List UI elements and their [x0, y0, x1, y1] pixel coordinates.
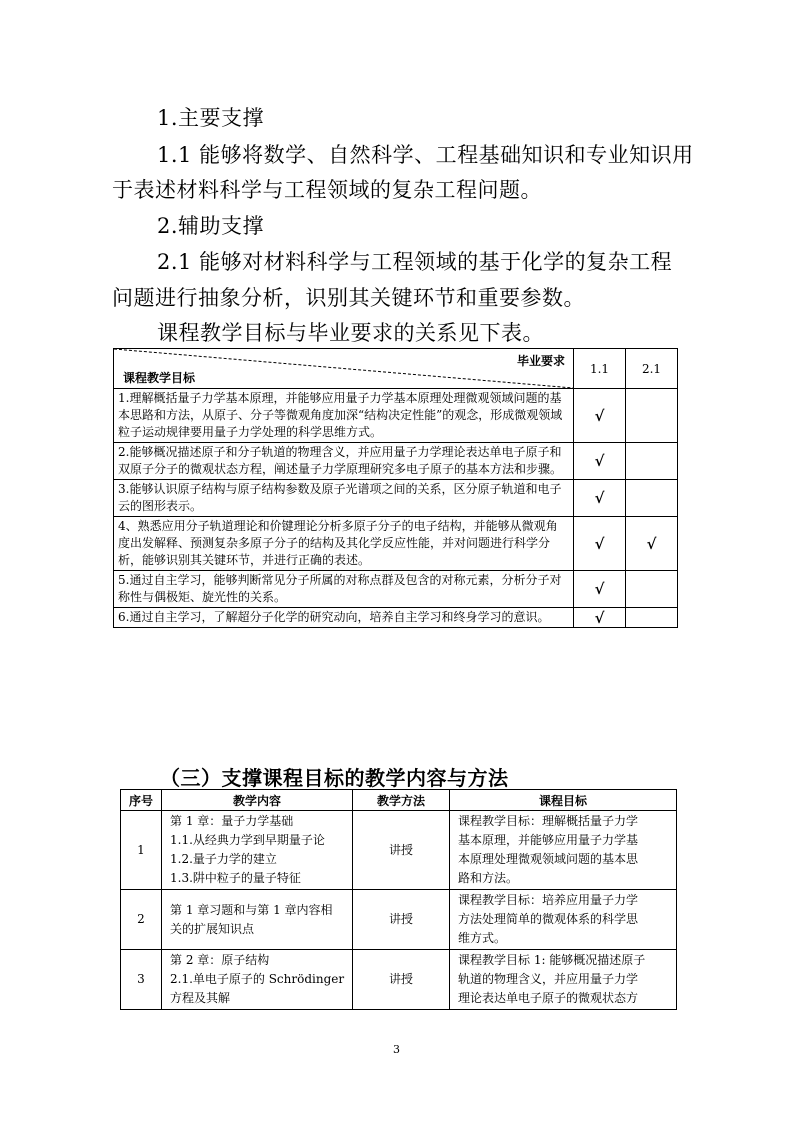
check-mark: √	[574, 389, 626, 443]
check-mark: √	[574, 571, 626, 608]
header-number: 序号	[121, 790, 162, 811]
content-line: 方程及其解	[170, 991, 231, 1005]
check-mark	[626, 443, 678, 480]
paragraph-aux-support: 2.辅助支撑	[157, 214, 265, 238]
table-row	[114, 517, 678, 571]
row-objective	[450, 811, 677, 890]
row-number: 2	[121, 890, 162, 950]
row-objective	[450, 950, 677, 1010]
objective-line: 路和方法。	[458, 871, 519, 885]
objective-text: 4、熟悉应用分子轨道理论和价键理论分析多原子分子的电子结构，并能够从微观角度出发解释、预测复杂多原子分子的结构及其化学反应性能，并对问题进行科学分析，能够识别其关键环节，并进行正确的表述。	[114, 517, 574, 571]
objective-text: 6.通过自主学习，了解超分子化学的研究动向，培养自主学习和终身学习的意识。	[114, 608, 574, 628]
check-mark: √	[574, 517, 626, 571]
table-row	[121, 890, 677, 950]
objective-line: 课程教学目标 1: 能够概况描述原子	[458, 953, 646, 967]
header-graduation-requirement: 毕业要求	[516, 354, 565, 368]
row-method: 讲授	[353, 811, 450, 890]
page-number: 3	[393, 1043, 400, 1056]
table-row	[114, 608, 678, 628]
check-mark	[626, 389, 678, 443]
objective-line: 方法处理简单的微观体系的科学思	[458, 912, 639, 926]
table-row	[114, 389, 678, 443]
table-row	[114, 480, 678, 517]
paragraph-1-1-line2: 于表述材料科学与工程领域的复杂工程问题。	[112, 178, 542, 202]
row-number: 1	[121, 811, 162, 890]
row-number: 3	[121, 950, 162, 1010]
header-col-1-1: 1.1	[574, 349, 626, 389]
check-mark	[626, 480, 678, 517]
objective-line: 课程教学目标：理解概括量子力学	[458, 814, 639, 828]
content-line: 2.1.单电子原子的 Schrödinger	[170, 972, 345, 986]
objective-line: 基本原理，并能够应用量子力学基	[458, 833, 639, 847]
check-mark: √	[574, 608, 626, 628]
row-method: 讲授	[353, 890, 450, 950]
objective-text: 5.通过自主学习，能够判断常见分子所属的对称点群及包含的对称元素，分析分子对称性与偶极矩、旋光性的关系。	[114, 571, 574, 608]
content-line: 1.2.量子力学的建立	[170, 852, 277, 866]
content-line: 第 1 章习题和与第 1 章内容相	[170, 902, 333, 917]
objective-line: 轨道的物理含义，并应用量子力学	[458, 972, 639, 986]
objective-line: 本原理处理微观领域问题的基本思	[458, 852, 639, 866]
header-course-objective: 课程教学目标	[123, 371, 196, 385]
header-method: 教学方法	[353, 790, 450, 811]
objective-line: 课程教学目标：培养应用量子力学	[458, 893, 639, 907]
row-method: 讲授	[353, 950, 450, 1010]
paragraph-table-intro: 课程教学目标与毕业要求的关系见下表。	[157, 321, 544, 345]
objective-text: 2.能够概况描述原子和分子轨道的物理含义，并应用量子力学理论表达单电子原子和双原子分子的微观状态方程，阐述量子力学原理研究多电子原子的基本方法和步骤。	[114, 443, 574, 480]
content-line: 关的扩展知识点	[170, 921, 255, 936]
header-col-2-1: 2.1	[626, 349, 678, 389]
table-row	[114, 571, 678, 608]
matrix-header-row	[114, 349, 678, 389]
content-table-header	[121, 790, 677, 811]
check-mark	[626, 571, 678, 608]
paragraph-2-1-line2: 问题进行抽象分析，识别其关键环节和重要参数。	[112, 286, 585, 310]
teaching-content-table	[120, 789, 677, 1010]
matrix-diagonal-header	[114, 349, 574, 389]
paragraph-main-support: 1.主要支撑	[157, 106, 265, 130]
check-mark: √	[574, 443, 626, 480]
row-content	[162, 950, 353, 1010]
row-objective	[450, 890, 677, 950]
objective-text: 3.能够认识原子结构与原子结构参数及原子光谱项之间的关系，区分原子轨道和电子云的图形表示。	[114, 480, 574, 517]
table-row	[114, 443, 678, 480]
objective-text: 1.理解概括量子力学基本原理，并能够应用量子力学基本原理处理微观领域问题的基本思路和方法，从原子、分子等微观角度加深“结构决定性能”的观念，形成微观领域粒子运动规律要用量子力学处理的科学思维方式。	[114, 389, 574, 443]
objective-line: 理论表达单电子原子的微观状态方	[458, 991, 639, 1005]
table-row	[121, 811, 677, 890]
check-mark: √	[626, 517, 678, 571]
objective-line: 维方式。	[458, 931, 507, 945]
check-mark: √	[574, 480, 626, 517]
section-title: （三）支撑课程目标的教学内容与方法	[160, 766, 509, 790]
content-line: 1.1.从经典力学到早期量子论	[170, 833, 325, 847]
row-content	[162, 890, 353, 950]
content-line: 第 2 章：原子结构	[170, 953, 270, 967]
header-objective: 课程目标	[450, 790, 677, 811]
content-line: 1.3.阱中粒子的量子特征	[170, 871, 301, 885]
paragraph-1-1-line1: 1.1 能够将数学、自然科学、工程基础知识和专业知识用	[157, 143, 694, 167]
table-row	[121, 950, 677, 1010]
content-line: 第 1 章：量子力学基础	[170, 814, 294, 828]
check-mark	[626, 608, 678, 628]
row-content	[162, 811, 353, 890]
header-content: 教学内容	[162, 790, 353, 811]
objective-requirement-matrix	[113, 348, 678, 628]
paragraph-2-1-line1: 2.1 能够对材料科学与工程领域的基于化学的复杂工程	[157, 250, 673, 274]
